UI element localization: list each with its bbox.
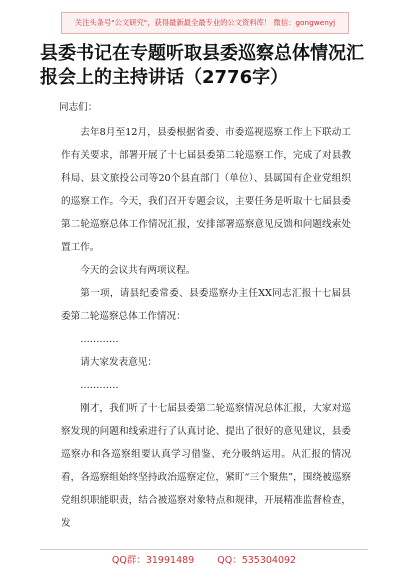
greeting: 同志们： <box>59 102 98 113</box>
paragraph: 刚才，我们听了十七届县委第二轮巡察情况总体汇报，大家对巡察发现的问题和线索进行了认真讨论、提出了很好的意见建议，县委巡察办和各巡察组要认真学习借鉴、充分吸纳运用。从汇报的情况看，各巡察组始终坚持政治巡察定位，紧盯“三个聚焦”，围绕被巡察党组织职能职责，结合被巡察对象特点和规律，开展精准监督检查，发 <box>61 403 351 529</box>
paragraph: 请大家发表意见： <box>80 357 157 368</box>
ellipsis-line: ………… <box>80 380 119 391</box>
ellipsis-line: ………… <box>80 334 119 345</box>
footer-qq-group: QQ群：31991489 <box>111 555 195 566</box>
document-body <box>61 103 351 535</box>
document-title: 县委书记在专题听取县委巡察总体情况汇报会上的主持讲话（2776字） <box>40 43 364 88</box>
promo-banner: 关注头条号"公文研究"，获得最新最全最专业的公文资料库！ 微信：gongwenyj <box>61 12 349 34</box>
footer <box>40 552 368 566</box>
paragraph: 今天的会议共有两项议程。 <box>80 265 196 276</box>
paragraph: 第一项，请县纪委常委、县委巡察办主任XX同志汇报十七届县委第二轮巡察总体工作情况： <box>61 288 351 322</box>
footer-divider <box>40 549 368 550</box>
footer-qq: QQ：535304092 <box>217 555 297 566</box>
paragraph: 去年8月至12月，县委根据省委、市委巡视巡察工作上下联动工作有关要求，部署开展了十七届县委第二轮巡察工作，完成了对县教科局、县文旅投公司等20个县直部门（单位）、县属国有企业党组织的巡察工作。今天，我们召开专题会议，主要任务是听取十七届县委第二轮巡察总体工作情况汇报，安排部署巡察意见反馈和问题线索处置工作。 <box>61 127 351 253</box>
